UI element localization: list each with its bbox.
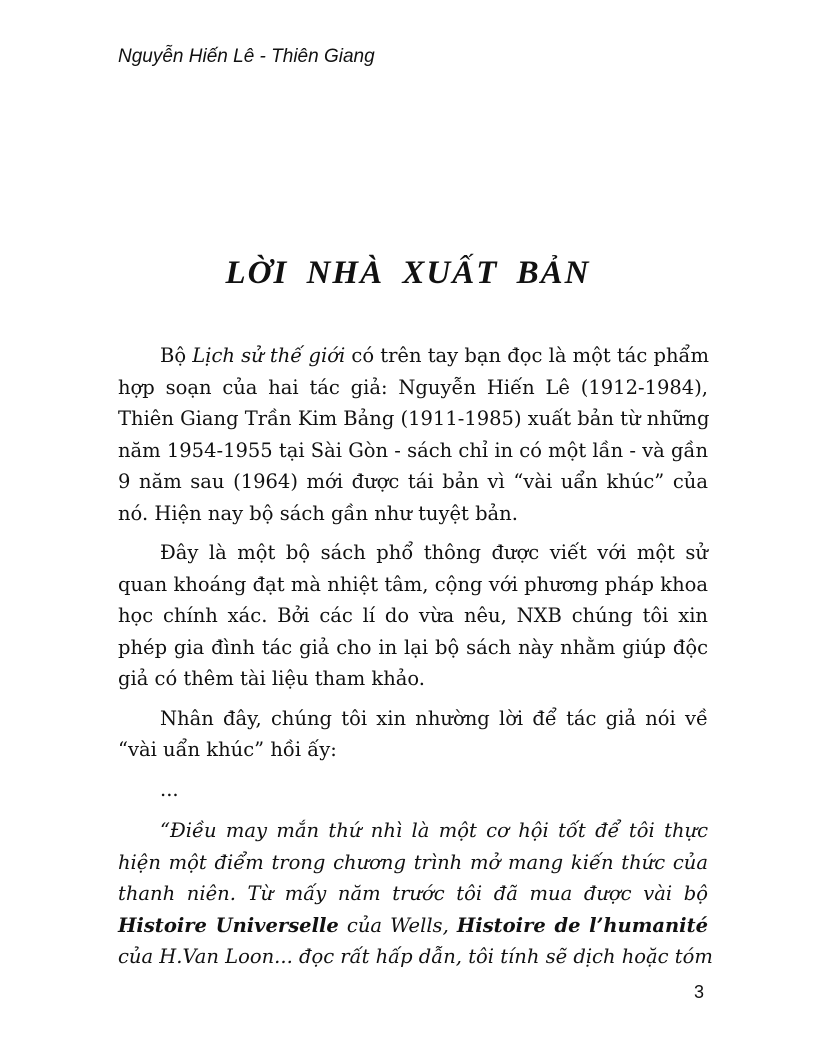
running-header: Nguyễn Hiến Lê - Thiên Giang <box>118 46 375 67</box>
paragraph-line: thanh niên. Từ mấy năm trước tôi đã mua được vài bộ <box>118 882 708 905</box>
paragraph-1 <box>118 340 708 529</box>
text-run: Bộ <box>160 344 193 367</box>
paragraph-line: quan khoáng đạt mà nhiệt tâm, cộng với phương pháp khoa <box>118 572 708 596</box>
page-number: 3 <box>694 982 705 1002</box>
text-run: của Wells, <box>338 913 457 937</box>
ellipsis: ... <box>160 777 179 801</box>
paragraph-line: hợp soạn của hai tác giả: Nguyễn Hiến Lê (1912-1984), <box>118 375 708 399</box>
paragraph-line: học chính xác. Bởi các lí do vừa nêu, NXB chúng tôi xin <box>118 604 708 627</box>
body-text <box>118 340 713 981</box>
paragraph-3 <box>118 703 708 766</box>
paragraph-line: giả có thêm tài liệu tham khảo. <box>118 667 426 690</box>
paragraph-line: hiện một điểm trong chương trình mở mang kiến thức của <box>118 850 708 874</box>
paragraph-line: Nhân đây, chúng tôi xin nhường lời để tác giả nói về <box>160 706 708 730</box>
book-title-van-loon: Histoire de l’humanité <box>456 913 708 937</box>
paragraph-line: Đây là một bộ sách phổ thông được viết với một sử <box>160 541 708 564</box>
paragraph-line <box>118 340 708 372</box>
book-title: Lịch sử thế giới <box>192 344 346 367</box>
paragraph-line: của H.Van Loon... đọc rất hấp dẫn, tôi tính sẽ dịch hoặc tóm <box>118 945 713 968</box>
paragraph-line: phép gia đình tác giả cho in lại bộ sách này nhằm giúp độc <box>118 635 708 659</box>
paragraph-line: năm 1954-1955 tại Sài Gòn - sách chỉ in có một lần - và gần <box>118 438 708 462</box>
paragraph-line: “Điều may mắn thứ nhì là một cơ hội tốt để tôi thực <box>160 819 708 842</box>
paragraph-line: Thiên Giang Trần Kim Bảng (1911-1985) xuất bản từ những <box>118 407 710 430</box>
paragraph-line: 9 năm sau (1964) mới được tái bản vì “vài uẩn khúc” của <box>118 470 708 493</box>
paragraph-line: “vài uẩn khúc” hồi ấy: <box>118 738 337 761</box>
page-title: LỜI NHÀ XUẤT BẢN <box>225 255 591 291</box>
paragraph-2 <box>118 537 708 695</box>
text-run: có trên tay bạn đọc là một tác phẩm <box>345 344 709 367</box>
paragraph-line: nó. Hiện nay bộ sách gần như tuyệt bản. <box>118 501 518 525</box>
paragraph-line <box>118 910 708 942</box>
quote-paragraph <box>118 815 713 973</box>
book-title-wells: Histoire Universelle <box>118 913 339 937</box>
